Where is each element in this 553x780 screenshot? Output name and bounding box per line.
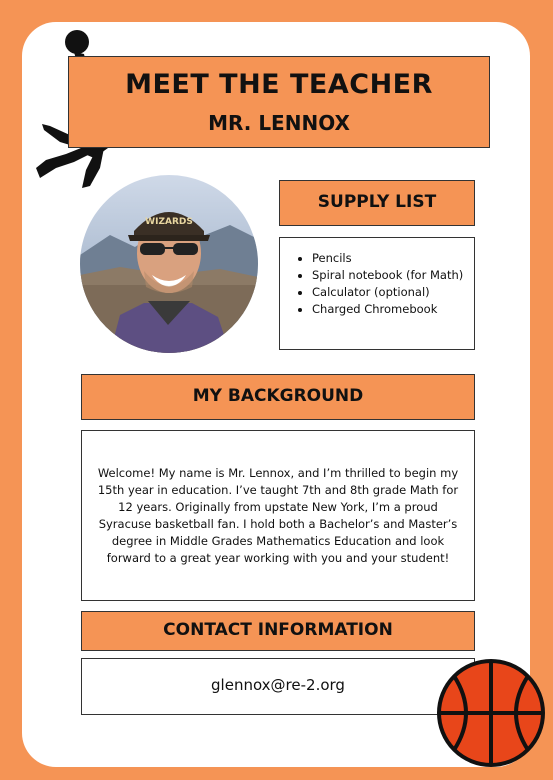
basketball-icon [436, 658, 546, 768]
background-box [81, 430, 475, 601]
supply-list [280, 238, 474, 318]
page-title: MEET THE TEACHER [125, 69, 433, 100]
list-item: • Spiral notebook (for Math) [312, 267, 466, 284]
contact-heading: CONTACT INFORMATION [81, 611, 475, 651]
title-banner [68, 56, 490, 148]
list-item: • Charged Chromebook [312, 301, 466, 318]
supply-list-box [279, 237, 475, 350]
hat-logo-text: WIZARDS [145, 217, 193, 227]
background-text: Welcome! My name is Mr. Lennox, and I’m thrilled to begin my 15th year in education. I’ve taught 7th and 8th grade Math for 12 years. Originally from upstate New York, I’m a proud Syracuse basketball fan. I hold both a Bachelor’s and Master’s degree in Middle Grades Mathematics Education and look forward to a great year working with you and your student! [97, 465, 459, 565]
teacher-photo [80, 175, 258, 353]
contact-box [81, 658, 475, 715]
supply-list-heading: SUPPLY LIST [279, 180, 475, 226]
background-heading: MY BACKGROUND [81, 374, 475, 420]
list-item: • Calculator (optional) [312, 284, 466, 301]
teacher-name: MR. LENNOX [208, 111, 350, 135]
list-item: • Pencils [312, 250, 466, 267]
contact-email[interactable]: glennox@re-2.org [211, 676, 345, 694]
